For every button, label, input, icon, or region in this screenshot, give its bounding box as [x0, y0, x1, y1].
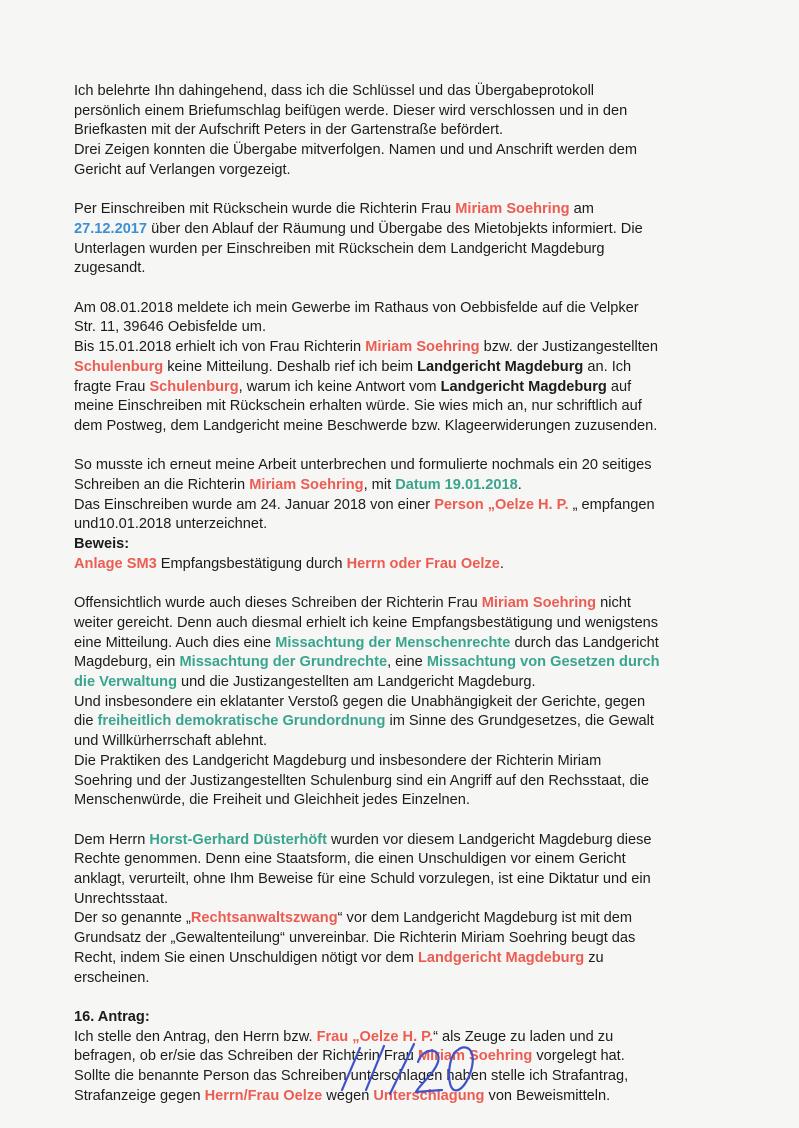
text-line [74, 496, 724, 516]
highlighted-text: Anlage SM3 [74, 555, 157, 572]
text-line [74, 929, 724, 949]
text-segment: Offensichtlich wurde auch dieses Schreiben der Richterin Frau [74, 595, 482, 612]
text-segment: die [74, 713, 98, 730]
text-segment: “ als Zeuge zu laden und zu [433, 1028, 614, 1045]
text-line [74, 890, 724, 910]
text-segment: über den Ablauf der Räumung und Übergabe des Mietobjekts informiert. Die [147, 220, 643, 237]
text-segment: . [517, 477, 522, 494]
highlighted-text: die Verwaltung [74, 674, 177, 691]
text-segment: auf [606, 378, 632, 395]
text-segment: „ empfangen [568, 496, 655, 513]
text-segment: Sollte die benannte Person das Schreiben unterschlagen haben stelle ich Strafantrag, [74, 1068, 629, 1085]
text-segment: wegen [322, 1087, 374, 1104]
text-line [74, 535, 724, 555]
text-segment: dem Postweg, dem Landgericht meine Beschwerde bzw. Klageerwiderungen zuzusenden. [74, 417, 658, 434]
handwritten-page-number [330, 1040, 490, 1100]
highlighted-text: Unterschlagung [373, 1087, 485, 1104]
text-segment: “ vor dem Landgericht Magdeburg ist mit dem [337, 910, 633, 927]
highlighted-text: 27.12.2017 [74, 220, 148, 237]
text-segment: Strafanzeige gegen [74, 1087, 205, 1104]
highlighted-text: Herrn oder Frau Oelze [346, 555, 500, 572]
text-segment: Ich belehrte Ihn dahingehend, dass ich die Schlüssel und das Übergabeprotokoll [74, 83, 595, 99]
text-line [74, 949, 724, 969]
text-segment: und Willkürherrschaft ablehnt. [74, 733, 268, 750]
text-segment: weiter gereicht. Denn auch diesmal erhielt ich keine Empfangsbestätigung und wenigstens [74, 614, 659, 631]
text-segment: bzw. der Justizangestellten [479, 339, 659, 356]
text-line [74, 752, 724, 772]
highlighted-text: Missachtung der Menschenrechte [275, 634, 511, 651]
text-segment: fragte Frau [74, 378, 150, 395]
text-line [74, 870, 724, 890]
paragraph [74, 299, 724, 437]
text-line [74, 338, 724, 358]
highlighted-text: Rechtsanwaltszwang [190, 910, 338, 927]
text-segment: durch das Landgericht [510, 634, 659, 651]
text-line [74, 772, 724, 792]
paragraph [74, 831, 724, 989]
text-line [74, 397, 724, 417]
highlighted-text: Landgericht Magdeburg [417, 358, 584, 375]
text-segment: Drei Zeigen konnten die Übergabe mitverfolgen. Namen und und Anschrift werden dem [74, 142, 637, 159]
text-line [74, 850, 724, 870]
text-segment: eine Mitteilung. Auch dies eine [74, 634, 276, 651]
paragraph [74, 200, 724, 279]
paragraph [74, 456, 724, 574]
text-segment: Per Einschreiben mit Rückschein wurde die Richterin Frau [74, 201, 456, 218]
text-segment: So musste ich erneut meine Arbeit unterbrechen und formulierte nochmals ein 20 seitiges [74, 457, 652, 474]
text-segment: . [499, 555, 504, 572]
text-segment: wurden vor diesem Landgericht Magdeburg diese [327, 831, 652, 848]
text-line [74, 102, 724, 122]
text-line [74, 358, 724, 378]
text-line [74, 555, 724, 575]
text-line [74, 693, 724, 713]
paragraph [74, 82, 724, 181]
highlighted-text: Missachtung der Grundrechte [179, 654, 388, 671]
text-segment: erscheinen. [74, 969, 150, 986]
text-segment: Empfangsbestätigung durch [156, 555, 347, 572]
highlighted-text: Horst-Gerhard Düsterhöft [149, 831, 327, 848]
text-segment: , mit [363, 477, 396, 494]
text-segment: , eine [387, 654, 427, 671]
text-line [74, 969, 724, 989]
text-segment: Ich stelle den Antrag, den Herrn bzw. [74, 1028, 317, 1045]
text-segment: Magdeburg, ein [74, 654, 180, 671]
text-segment: Soehring und der Justizangestellten Schulenburg sind ein Angriff auf den Rechsstaat, die [74, 772, 649, 789]
text-line [74, 476, 724, 496]
paragraph [74, 594, 724, 811]
text-line [74, 240, 724, 260]
text-line [74, 378, 724, 398]
highlighted-text: Frau „Oelze H. P. [316, 1028, 434, 1045]
text-segment: im Sinne des Grundgesetzes, die Gewalt [385, 713, 654, 730]
text-line [74, 732, 724, 752]
text-segment: Bis 15.01.2018 erhielt ich von Frau Richterin [74, 339, 366, 356]
text-segment: Gericht auf Verlangen vorgezeigt. [74, 161, 291, 178]
text-segment: Die Praktiken des Landgericht Magdeburg und insbesondere der Richterin Miriam [74, 752, 602, 769]
text-segment: Dem Herrn [74, 831, 150, 848]
text-line [74, 791, 724, 811]
highlighted-text: Miriam Soehring [249, 477, 364, 494]
text-segment: Grundsatz der „Gewaltenteilung“ unvereinbar. Die Richterin Miriam Soehring beugt das [74, 930, 636, 947]
text-segment: am [569, 201, 594, 218]
text-segment: Unrechtsstaat. [74, 890, 169, 907]
highlighted-text: Miriam Soehring [455, 201, 570, 218]
highlighted-text: Beweis: [74, 536, 130, 553]
digit-0 [449, 1047, 473, 1090]
text-line [74, 614, 724, 634]
text-line [74, 831, 724, 851]
text-segment: meine Einschreiben mit Rückschein erhalten würde. Sie wies mich an, nur schriftlich auf [74, 398, 642, 415]
text-segment: , warum ich keine Antwort vom [238, 378, 441, 395]
text-line [74, 456, 724, 476]
highlighted-text: Miriam Soehring [417, 1048, 533, 1065]
text-segment: Am 08.01.2018 meldete ich mein Gewerbe im Rathaus von Oebbisfelde auf die Velpker [74, 299, 639, 316]
text-line [74, 712, 724, 732]
text-segment: zu [584, 949, 604, 966]
digit-1b [366, 1046, 384, 1090]
text-line [74, 220, 724, 240]
highlighted-text: Missachtung von Gesetzen durch [426, 654, 660, 671]
digit-2 [416, 1051, 442, 1092]
text-line [74, 417, 724, 437]
text-segment: Der so genannte „ [74, 910, 191, 927]
text-line [74, 318, 724, 338]
highlighted-text: Schulenburg [74, 358, 164, 375]
text-segment: Rechte genommen. Denn eine Staatsform, die einen Unschuldigen vor einem Gericht [74, 851, 626, 868]
highlighted-text: freiheitlich demokratische Grundordnung [97, 713, 386, 730]
text-segment: Unterlagen wurden per Einschreiben mit Rückschein dem Landgericht Magdeburg [74, 240, 605, 257]
slash [390, 1044, 414, 1094]
text-line [74, 634, 724, 654]
text-segment: zugesandt. [74, 260, 146, 277]
text-segment: keine Mitteilung. Deshalb rief ich beim [163, 358, 418, 375]
text-segment: nicht [596, 595, 631, 612]
text-segment: und die Justizangestellten am Landgericht Magdeburg. [177, 674, 536, 691]
digit-1a [342, 1048, 360, 1090]
text-segment: von Beweismitteln. [484, 1087, 611, 1104]
text-line [74, 909, 724, 929]
text-segment: Menschenwürde, die Freiheit und Gleichheit jedes Einzelnen. [74, 792, 470, 809]
text-segment: an. Ich [583, 358, 632, 375]
text-line [74, 673, 724, 693]
highlighted-text: Landgericht Magdeburg [440, 378, 607, 395]
text-line [74, 161, 724, 181]
highlighted-text: Miriam Soehring [365, 339, 480, 356]
text-line [74, 259, 724, 279]
text-segment: Briefkasten mit der Aufschrift Peters in der Gartenstraße befördert. [74, 122, 504, 139]
text-segment: anklagt, verurteilt, ohne Ihm Beweise für eine Schuld vorzulegen, ist eine Diktatur und ein [74, 871, 651, 888]
text-line [74, 653, 724, 673]
highlighted-text: Datum 19.01.2018 [395, 477, 518, 494]
highlighted-text: Landgericht Magdeburg [417, 949, 585, 966]
highlighted-text: Schulenburg [149, 378, 239, 395]
text-line [74, 121, 724, 141]
text-line [74, 200, 724, 220]
text-line [74, 299, 724, 319]
highlighted-text: Herrn/Frau Oelze [204, 1087, 323, 1104]
document-body [74, 82, 724, 1126]
text-segment: befragen, ob er/sie das Schreiben der Richterin Frau [74, 1048, 418, 1065]
text-line [74, 82, 724, 102]
text-segment: Und insbesondere ein eklatanter Verstoß gegen die Unabhängigkeit der Gerichte, gegen [74, 693, 646, 710]
text-segment: Recht, indem Sie einen Unschuldigen nötigt vor dem [74, 949, 418, 966]
highlighted-text: Miriam Soehring [481, 595, 597, 612]
text-line [74, 594, 724, 614]
text-line [74, 141, 724, 161]
text-segment: Str. 11, 39646 Oebisfelde um. [74, 319, 266, 336]
text-segment: und10.01.2018 unterzeichnet. [74, 516, 268, 533]
text-segment: persönlich einem Briefumschlag beifügen werde. Dieser wird verschlossen und in den [74, 102, 628, 119]
text-segment: vorgelegt hat. [532, 1048, 625, 1065]
highlighted-text: 16. Antrag: [74, 1008, 150, 1025]
text-line [74, 515, 724, 535]
highlighted-text: Person „Oelze H. P. [434, 496, 569, 513]
text-segment: Das Einschreiben wurde am 24. Januar 2018 von einer [74, 496, 435, 513]
text-line [74, 1008, 724, 1028]
text-segment: Schreiben an die Richterin [74, 477, 250, 494]
